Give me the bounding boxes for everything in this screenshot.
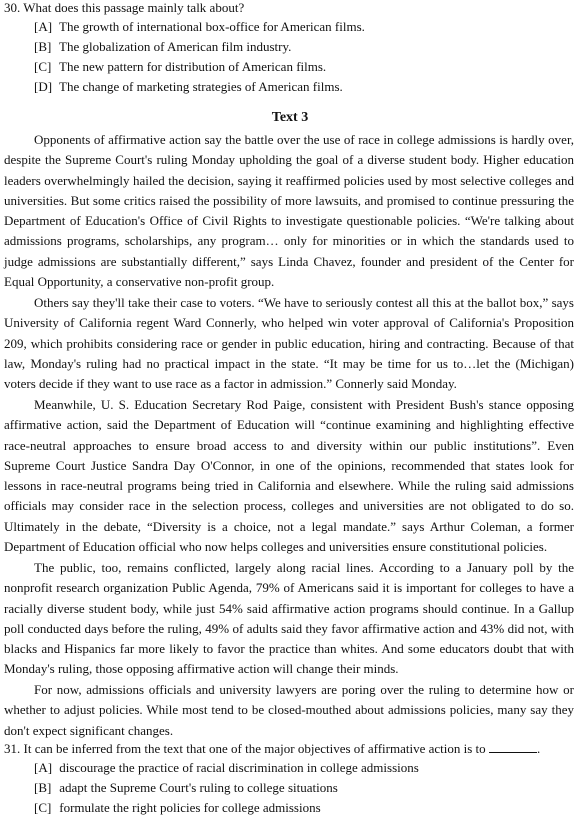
answer-blank — [489, 741, 537, 753]
text-3-heading: Text 3 — [271, 110, 309, 125]
option-text: discourage the practice of racial discrimination in college admissions — [59, 760, 419, 775]
option-text: formulate the right policies for college admissions — [59, 800, 321, 815]
option-text: adapt the Supreme Court's ruling to college situations — [59, 780, 338, 795]
passage-paragraph-5: For now, admissions officials and university lawyers are poring over the ruling to determine how or whether to adjust policies. While most tend to be closed-mouthed about admissions policies, many say they don't expect significant changes. — [4, 682, 574, 738]
option-tag: [A] — [34, 19, 53, 34]
question-30-option-d — [34, 79, 343, 95]
question-31-period: . — [536, 741, 541, 756]
option-tag: [C] — [34, 59, 52, 74]
option-text: The growth of international box-office for American films. — [59, 19, 365, 34]
option-text: The new pattern for distribution of American films. — [59, 59, 327, 74]
passage-paragraph-3: Meanwhile, U. S. Education Secretary Rod Paige, consistent with President Bush's stance opposing affirmative action, said the Department of Education will “continue examining and highlighting effective race-neutral approaches to ensure broad access to and diversity within our public institutions”. Even Supreme Court Justice Sandra Day O'Connor, in one of the opinions, recommended that states look for lessons in race-neutral programs being tried in California and elsewhere. While the ruling said admissions officials may consider race in the selection process, colleges and universities are not obligated to do so. Ultimately in the debate, “Diversity is a choice, not a legal mandate.” says Arthur Coleman, a former Department of Education official who now helps colleges and universities ensure constitutional policies. — [4, 397, 574, 555]
question-31-text: 31. It can be inferred from the text that one of the major objectives of affirmative action is to — [4, 741, 486, 756]
passage-paragraph-2: Others say they'll take their case to voters. “We have to seriously contest all this at the ballot box,” says University of California regent Ward Connerly, who helped win voter approval of California's Proposition 209, which prohibits considering race or gender in public education, hiring and contracting. Because of that law, Monday's ruling had no practical impact in the state. “It may be time for us to…let the (Michigan) voters decide if they want to use race as a factor in admission.” Connerly said Monday. — [4, 295, 574, 392]
passage-paragraph-1: Opponents of affirmative action say the battle over the use of race in college admissions is hardly over, despite the Supreme Court's ruling Monday upholding the goal of a diverse student body. Higher education leaders overwhelmingly hailed the decision, saying it reaffirmed policies used by most selective colleges and universities. But some critics raised the possibility of more lawsuits, and promised to continue pressuring the Department of Education's Office of Civil Rights to investigate questionable policies. “We're talking about admissions programs, scholarships, any program… only for minorities or in which the standards used to judge admissions are substantially different,” says Linda Chavez, founder and president of the Center for Equal Opportunity, a conservative non-profit group. — [4, 132, 574, 290]
option-tag: [B] — [34, 39, 52, 54]
question-30-option-a — [34, 19, 365, 35]
option-tag: [D] — [34, 79, 53, 94]
option-text: The globalization of American film industry. — [59, 39, 292, 54]
question-30-option-c — [34, 59, 326, 75]
question-31-option-c — [34, 800, 321, 816]
question-31-stem — [4, 741, 540, 757]
question-30-option-b — [34, 39, 291, 55]
option-tag: [A] — [34, 760, 53, 775]
question-30-stem: 30. What does this passage mainly talk about? — [4, 0, 245, 15]
option-tag: [C] — [34, 800, 52, 815]
passage-paragraph-4: The public, too, remains conflicted, largely along racial lines. According to a January poll by the nonprofit research organization Public Agenda, 79% of Americans said it is important for colleges to have a racially diverse student body, while just 54% said affirmative action programs should continue. In a Gallup poll conducted days before the ruling, 49% of adults said they favor affirmative action and 43% did not, with blacks and Hispanics far more likely to favor the practice than whites. And some educators doubt that with Monday's ruling, those opposing affirmative action will change their minds. — [4, 560, 574, 677]
option-tag: [B] — [34, 780, 52, 795]
question-31-option-b — [34, 780, 338, 796]
question-31-option-a — [34, 760, 419, 776]
option-text: The change of marketing strategies of American films. — [59, 79, 343, 94]
